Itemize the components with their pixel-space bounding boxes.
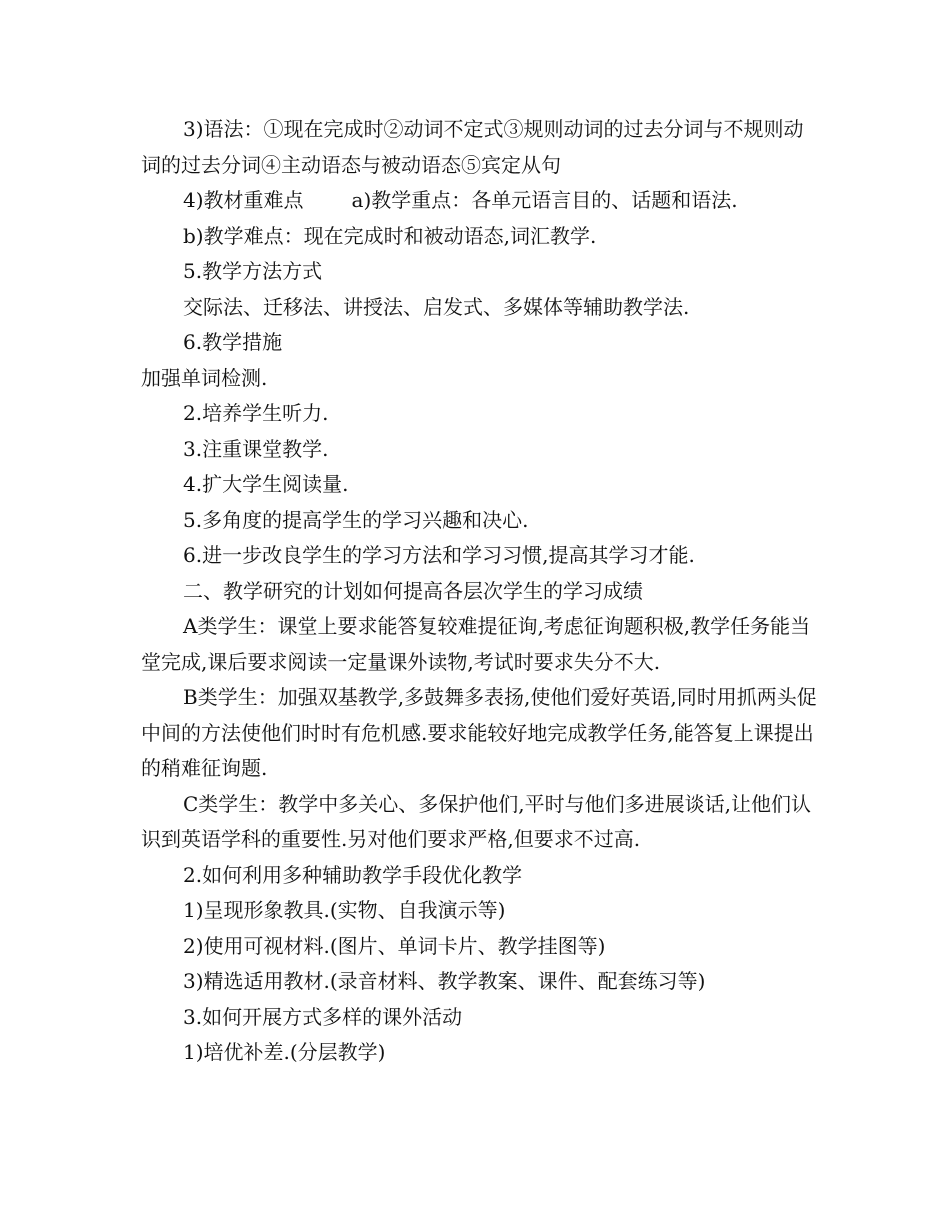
paragraph-class-b: B类学生：加强双基教学,多鼓舞多表扬,使他们爱好英语,同时用抓两头促中间的方法使他们时时有危机感.要求能较好地完成教学任务,能答复上课提出的稍难征询题. — [141, 685, 817, 780]
paragraph-measure-1: 加强单词检测. — [141, 365, 268, 390]
paragraph-measure-2: 2.培养学生听力. — [183, 401, 329, 425]
paragraph-teaching-measures-heading: 6.教学措施 — [183, 330, 283, 354]
paragraph-activity-1: 1)培优补差.(分层教学) — [183, 1040, 386, 1064]
paragraph-measure-4: 4.扩大学生阅读量. — [183, 472, 349, 496]
paragraph-teaching-focus: a)教学重点：各单元语言目的、话题和语法. — [351, 188, 738, 212]
document-body — [141, 112, 821, 1071]
paragraph-teaching-methods-heading: 5.教学方法方式 — [183, 259, 323, 283]
paragraph-class-c: C类学生：教学中多关心、多保护他们,平时与他们多进展谈话,让他们认识到英语学科的重要性.另对他们要求严格,但要求不过高. — [141, 791, 812, 851]
section-heading-research-plan: 二、教学研究的计划如何提高各层次学生的学习成绩 — [183, 578, 643, 603]
paragraph-aid-2: 2)使用可视材料.(图片、单词卡片、教学挂图等) — [183, 933, 606, 958]
paragraph-measure-3: 3.注重课堂教学. — [183, 436, 329, 461]
paragraph-measure-6: 6.进一步改良学生的学习方法和学习习惯,提高其学习才能. — [183, 543, 695, 567]
paragraph-teaching-methods: 交际法、迁移法、讲授法、启发式、多媒体等辅助教学法. — [183, 294, 690, 319]
paragraph-aid-1: 1)呈现形象教具.(实物、自我演示等) — [183, 898, 506, 922]
paragraph-class-a: A类学生：课堂上要求能答复较难提征询,考虑征询题积极,教学任务能当堂完成,课后要求阅读一定量课外读物,考试时要求失分不大. — [141, 614, 811, 674]
paragraph-key-difficult-heading: 4)教材重难点 — [183, 188, 304, 212]
paragraph-key-difficult-points — [141, 183, 821, 219]
paragraph-grammar: 3)语法：①现在完成时②动词不定式③规则动词的过去分词与不规则动词的过去分词④主动语态与被动语态⑤宾定从句 — [141, 117, 804, 177]
paragraph-measure-5: 5.多角度的提高学生的学习兴趣和决心. — [183, 507, 529, 532]
paragraph-activities-heading: 3.如何开展方式多样的课外活动 — [183, 1004, 463, 1029]
paragraph-teaching-difficulty: b)教学难点：现在完成时和被动语态,词汇教学. — [183, 223, 597, 248]
paragraph-aid-3: 3)精选适用教材.(录音材料、教学教案、课件、配套练习等) — [183, 969, 706, 993]
paragraph-aids-heading: 2.如何利用多种辅助教学手段优化教学 — [183, 862, 523, 887]
